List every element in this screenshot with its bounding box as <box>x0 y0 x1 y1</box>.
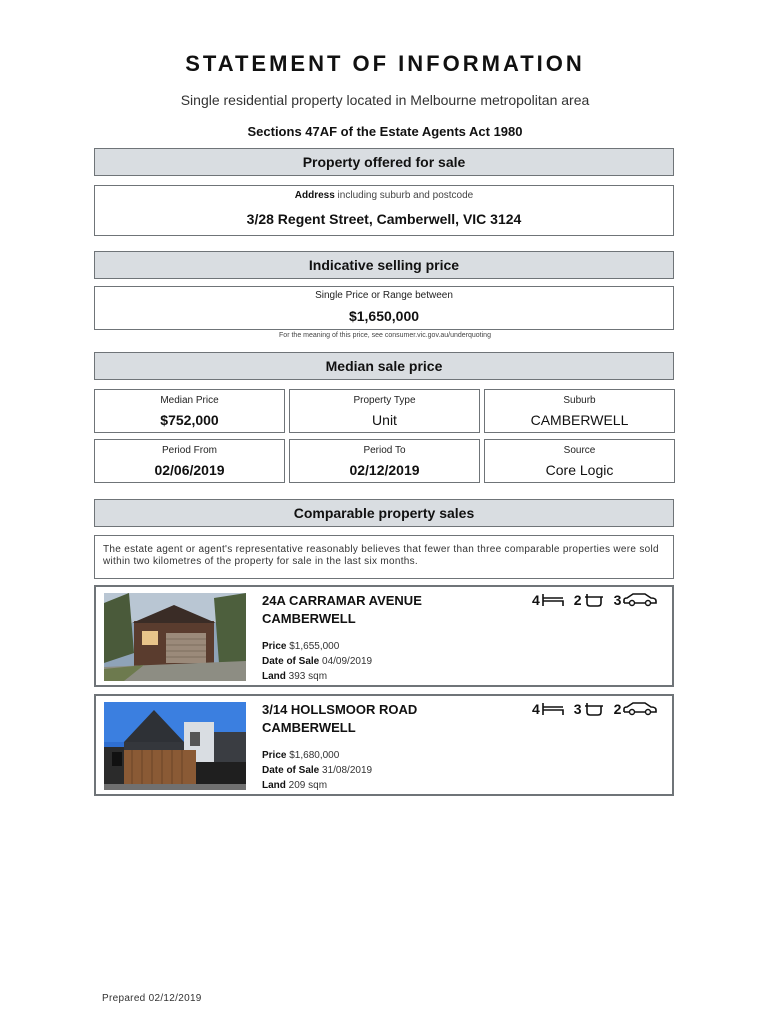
sale-date: 31/08/2019 <box>322 765 373 776</box>
address-line-1: 3/14 HOLLSMOOR ROAD <box>262 702 418 717</box>
land-size-row <box>262 778 372 793</box>
legislation-reference: Sections 47AF of the Estate Agents Act 1980 <box>247 124 523 139</box>
period-to-label: Period To <box>363 444 406 456</box>
underquoting-note: For the meaning of this price, see consumer.vic.gov.au/underquoting <box>279 332 491 339</box>
period-to-cell <box>289 439 480 483</box>
land-size-row <box>262 669 372 684</box>
page-subtitle: Single residential property located in Melbourne metropolitan area <box>180 92 590 108</box>
address-line-1: 24A CARRAMAR AVENUE <box>262 593 422 608</box>
comparable-property-card <box>94 585 674 687</box>
sale-date-row <box>262 763 372 778</box>
address-label-rest: including suburb and postcode <box>334 190 474 201</box>
address-line-2: CAMBERWELL <box>262 720 356 735</box>
car-icon <box>623 702 657 716</box>
comparable-statement <box>94 535 674 579</box>
land-label: Land <box>262 780 286 791</box>
bedrooms-count: 4 <box>532 701 540 717</box>
comparable-sales-heading: Comparable property sales <box>94 499 674 527</box>
property-photo <box>104 593 246 681</box>
property-photo <box>104 702 246 790</box>
suburb-value: CAMBERWELL <box>530 411 629 428</box>
period-from-label: Period From <box>161 444 217 456</box>
source-cell <box>484 439 675 483</box>
land-size: 393 sqm <box>288 671 328 682</box>
comparable-statement-text: The estate agent or agent's representative reasonably believes that fewer than three comparable properties were sold within two kilometres of the property for sale in the last six months. <box>103 544 659 567</box>
car-spaces-count: 2 <box>613 701 622 717</box>
sale-price: $1,680,000 <box>289 750 340 761</box>
comparable-address <box>262 592 422 628</box>
period-to-value: 02/12/2019 <box>349 461 420 478</box>
source-label: Source <box>563 444 596 456</box>
prepared-date: Prepared 02/12/2019 <box>102 993 202 1004</box>
page-title: STATEMENT OF INFORMATION <box>185 51 585 76</box>
median-price-heading: Median sale price <box>94 352 674 380</box>
bed-icon <box>542 593 564 607</box>
sale-price: $1,655,000 <box>289 641 340 652</box>
property-offered-heading: Property offered for sale <box>94 148 674 176</box>
property-type-cell <box>289 389 480 433</box>
sale-details <box>262 639 372 684</box>
car-spaces-count: 3 <box>613 592 622 608</box>
sale-details <box>262 748 372 793</box>
bed-icon <box>542 702 564 716</box>
source-value: Core Logic <box>545 461 614 478</box>
land-size: 209 sqm <box>288 780 328 791</box>
sale-price-row <box>262 639 372 654</box>
address-box <box>94 185 674 236</box>
median-price-cell <box>94 389 285 433</box>
address-label-bold: Address <box>294 190 335 201</box>
address-line-2: CAMBERWELL <box>262 611 356 626</box>
comparable-address <box>262 701 417 737</box>
sale-price-row <box>262 748 372 763</box>
address-label <box>95 190 673 201</box>
indicative-price-heading: Indicative selling price <box>94 251 674 279</box>
suburb-label: Suburb <box>563 394 596 406</box>
bathrooms-count: 2 <box>573 592 582 608</box>
date-label: Date of Sale <box>262 765 320 776</box>
comparable-property-card <box>94 694 674 796</box>
price-label: Price <box>262 750 287 761</box>
indicative-price-value: $1,650,000 <box>348 308 420 324</box>
indicative-price-box <box>94 286 674 330</box>
period-from-cell <box>94 439 285 483</box>
property-address: 3/28 Regent Street, Camberwell, VIC 3124 <box>246 211 522 227</box>
property-type-label: Property Type <box>353 394 416 406</box>
median-price-label: Median Price <box>160 394 219 406</box>
property-type-value: Unit <box>372 411 397 428</box>
median-price-value: $752,000 <box>160 411 219 428</box>
date-label: Date of Sale <box>262 656 320 667</box>
indicative-price-label: Single Price or Range between <box>315 290 453 301</box>
car-icon <box>623 593 657 607</box>
sale-date: 04/09/2019 <box>322 656 373 667</box>
price-label: Price <box>262 641 287 652</box>
bedrooms-count: 4 <box>532 592 540 608</box>
property-features <box>532 592 657 608</box>
bath-icon <box>584 593 604 607</box>
bath-icon <box>584 702 604 716</box>
sale-date-row <box>262 654 372 669</box>
period-from-value: 02/06/2019 <box>154 461 225 478</box>
suburb-cell <box>484 389 675 433</box>
bathrooms-count: 3 <box>573 701 582 717</box>
property-features <box>532 701 657 717</box>
land-label: Land <box>262 671 286 682</box>
